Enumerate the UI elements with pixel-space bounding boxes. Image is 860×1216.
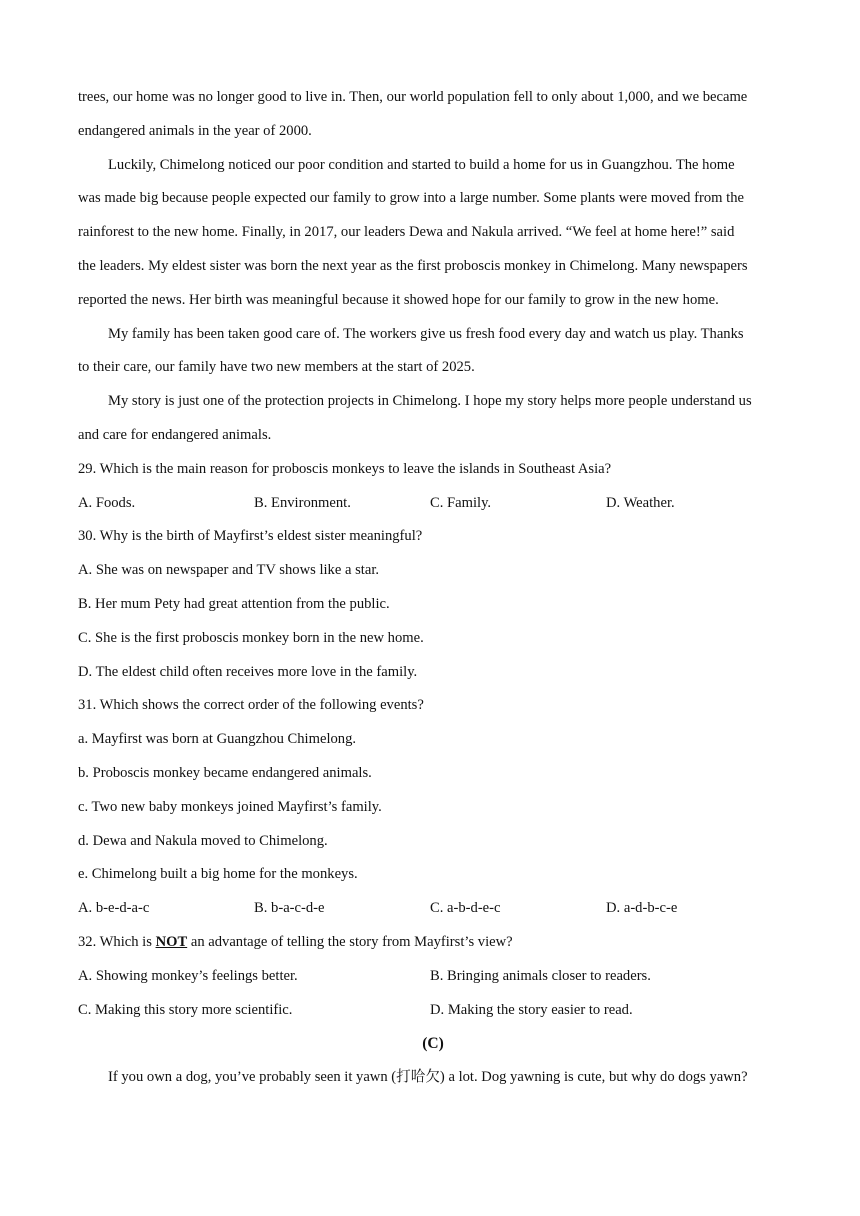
paragraph-line: trees, our home was no longer good to live in. Then, our world population fell to only about 1,000, and we became [78, 89, 748, 105]
paragraph-3 [78, 321, 788, 389]
question-32 [78, 929, 788, 1030]
option-c: C. Making this story more scientific. [78, 1001, 293, 1018]
paragraph-2 [78, 152, 788, 321]
question-29 [78, 456, 788, 524]
option-d: D. Making the story easier to read. [430, 1001, 633, 1018]
question-stem: 31. Which shows the correct order of the following events? [78, 697, 424, 714]
option-c: C. She is the first proboscis monkey born in the new home. [78, 629, 424, 646]
paragraph-line: was made big because people expected our family to grow into a large number. Some plants were moved from the [78, 190, 744, 207]
option-row [78, 963, 788, 997]
option-b: B. Bringing animals closer to readers. [430, 967, 651, 984]
event-item: c. Two new baby monkeys joined Mayfirst’s family. [78, 798, 382, 815]
paragraph-line: to their care, our family have two new members at the start of 2025. [78, 359, 475, 376]
paragraph-4 [78, 388, 788, 456]
option-d: D. a-d-b-c-e [606, 900, 678, 917]
option-b: B. b-a-c-d-e [254, 900, 325, 917]
option-a: A. She was on newspaper and TV shows like a star. [78, 562, 380, 579]
event-item: d. Dewa and Nakula moved to Chimelong. [78, 832, 328, 849]
question-stem: 29. Which is the main reason for proboscis monkeys to leave the islands in Southeast Asia? [78, 460, 612, 477]
option-c: C. a-b-d-e-c [430, 900, 501, 917]
option-c: C. Family. [430, 494, 492, 511]
option-b: B. Environment. [254, 494, 351, 511]
question-30 [78, 523, 788, 692]
option-d: D. The eldest child often receives more love in the family. [78, 663, 418, 680]
question-31 [78, 692, 788, 929]
event-item: b. Proboscis monkey became endangered animals. [78, 764, 372, 781]
paragraph-line: reported the news. Her birth was meaningful because it showed hope for our family to grow in the new home. [78, 291, 719, 308]
option-a: A. Showing monkey’s feelings better. [78, 967, 298, 984]
option-a: A. b-e-d-a-c [78, 900, 150, 917]
question-stem: 30. Why is the birth of Mayfirst’s eldest sister meaningful? [78, 528, 423, 545]
question-stem [78, 929, 788, 963]
paragraph-line: endangered animals in the year of 2000. [78, 122, 312, 139]
section-c [78, 1030, 788, 1098]
option-b: B. Her mum Pety had great attention from the public. [78, 595, 390, 612]
paragraph-line: If you own a dog, you’ve probably seen it yawn (打哈欠) a lot. Dog yawning is cute, but why do dogs yawn? [108, 1069, 748, 1086]
paragraph-line: rainforest to the new home. Finally, in 2017, our leaders Dewa and Nakula arrived. “We feel at home here!” said [78, 224, 735, 241]
stem-suffix: an advantage of telling the story from Mayfirst’s view? [187, 933, 513, 950]
paragraph-line: Luckily, Chimelong noticed our poor condition and started to build a home for us in Guangzhou. The home [108, 156, 735, 173]
paragraph-line: the leaders. My eldest sister was born the next year as the first proboscis monkey in Chimelong. Many newspapers [78, 257, 748, 274]
stem-prefix: 32. Which is [78, 933, 156, 950]
stem-emphasis: NOT [155, 933, 188, 950]
paragraph-line: My story is just one of the protection projects in Chimelong. I hope my story helps more people understand us [108, 393, 752, 410]
option-a: A. Foods. [78, 494, 136, 511]
option-row [78, 895, 788, 929]
paragraph-line: and care for endangered animals. [78, 426, 272, 443]
paragraph-line: My family has been taken good care of. The workers give us fresh food every day and watch us play. Thanks [108, 325, 744, 342]
option-row [78, 997, 788, 1031]
option-row [78, 490, 788, 524]
section-title: (C) [422, 1035, 444, 1053]
event-item: e. Chimelong built a big home for the monkeys. [78, 866, 358, 883]
option-d: D. Weather. [606, 494, 675, 511]
document-page [78, 84, 788, 1098]
event-item: a. Mayfirst was born at Guangzhou Chimelong. [78, 731, 357, 748]
paragraph-1 [78, 84, 788, 152]
